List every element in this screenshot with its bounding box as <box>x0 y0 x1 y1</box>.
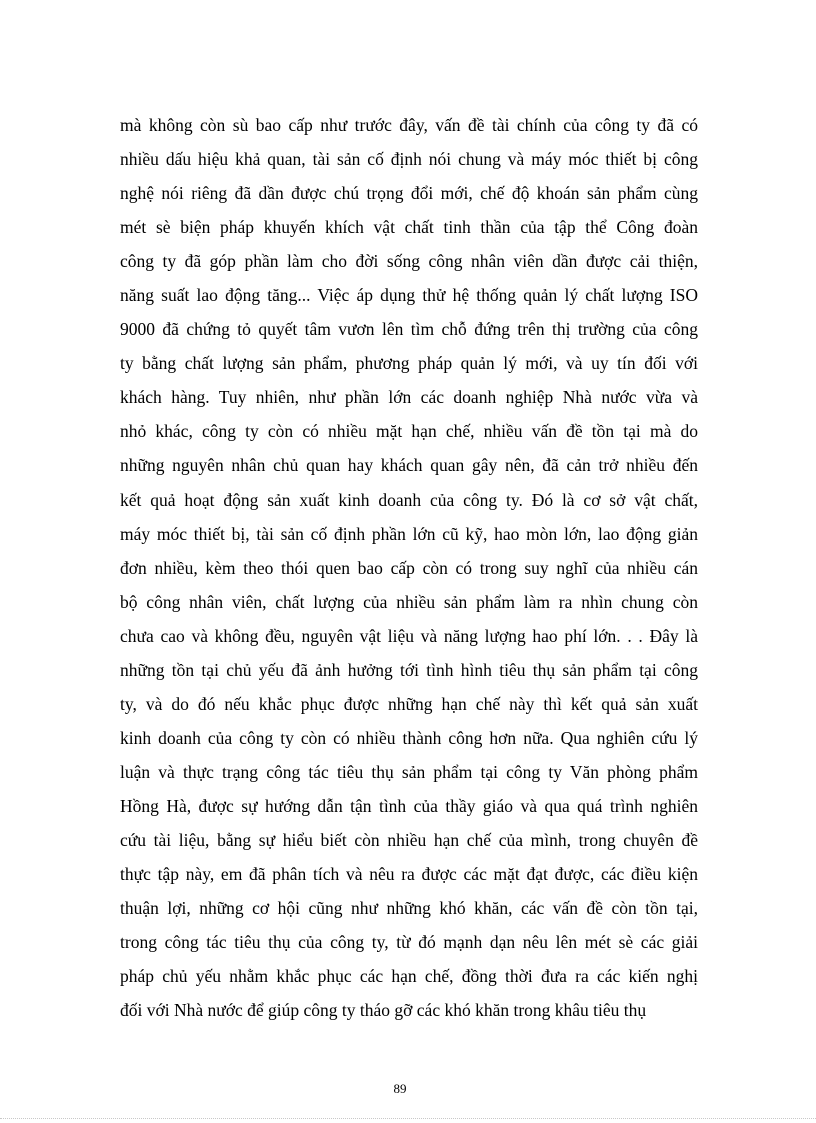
text-line: cứu tài liệu, bằng sự hiểu biết còn nhiều hạn chế của mình, trong chuyên đề <box>120 829 698 850</box>
page-number: 89 <box>393 1081 407 1096</box>
text-line: thực tập này, em đã phân tích và nêu ra được các mặt đạt được, các điều kiện <box>120 864 698 885</box>
text-line: nghệ nói riêng đã dần được chú trọng đổi mới, chế độ khoán sản phẩm cùng <box>120 183 698 204</box>
body-paragraph <box>120 108 698 1027</box>
text-line: chưa cao và không đều, nguyên vật liệu và năng lượng hao phí lớn. . . Đây là <box>120 625 698 646</box>
text-line: ty bằng chất lượng sản phẩm, phương pháp quản lý mới, và uy tín đối với <box>120 353 698 374</box>
text-line: đơn nhiều, kèm theo thói quen bao cấp còn có trong suy nghĩ của nhiều cán <box>120 557 698 578</box>
text-line: trong công tác tiêu thụ của công ty, từ đó mạnh dạn nêu lên mét sè các giải <box>120 932 698 953</box>
text-line: thuận lợi, những cơ hội cũng như những khó khăn, các vấn đề còn tồn tại, <box>120 898 698 919</box>
text-line: những nguyên nhân chủ quan hay khách quan gây nên, đã cản trở nhiều đến <box>120 455 698 476</box>
text-line: mà không còn sù bao cấp như trước đây, vấn đề tài chính của công ty đã có <box>120 115 698 135</box>
text-line: những tồn tại chủ yếu đã ảnh hưởng tới tình hình tiêu thụ sản phẩm tại công <box>120 659 698 680</box>
page-edge-divider <box>0 1118 816 1119</box>
text-line: 9000 đã chứng tỏ quyết tâm vươn lên tìm chỗ đứng trên thị trường của công <box>120 319 698 340</box>
text-line: kinh doanh của công ty còn có nhiều thành công hơn nữa. Qua nghiên cứu lý <box>120 727 698 748</box>
text-line: pháp chủ yếu nhằm khắc phục các hạn chế, đồng thời đưa ra các kiến nghị <box>120 966 698 987</box>
text-line: nhỏ khác, công ty còn có nhiều mặt hạn chế, nhiều vấn đề tồn tại mà do <box>120 421 698 442</box>
text-line: năng suất lao động tăng... Việc áp dụng thử hệ thống quản lý chất lượng ISO <box>120 285 698 306</box>
text-line: Hồng Hà, được sự hướng dẫn tận tình của thầy giáo và qua quá trình nghiên <box>120 795 698 816</box>
text-line: khách hàng. Tuy nhiên, như phần lớn các doanh nghiệp Nhà nước vừa và <box>120 387 698 408</box>
text-line: đối với Nhà nước để giúp công ty tháo gỡ các khó khăn trong khâu tiêu thụ <box>120 1000 647 1021</box>
text-line: nhiều dấu hiệu khả quan, tài sản cố định nói chung và máy móc thiết bị công <box>120 149 698 170</box>
text-line: công ty đã góp phần làm cho đời sống công nhân viên dần được cải thiện, <box>120 251 698 272</box>
text-line: ty, và do đó nếu khắc phục được những hạn chế này thì kết quả sản xuất <box>120 693 698 714</box>
text-line: mét sè biện pháp khuyến khích vật chất tinh thần của tập thể Công đoàn <box>120 217 698 238</box>
text-line: bộ công nhân viên, chất lượng của nhiều sản phẩm làm ra nhìn chung còn <box>120 591 698 612</box>
text-line: kết quả hoạt động sản xuất kinh doanh của công ty. Đó là cơ sở vật chất, <box>120 489 698 510</box>
text-line: máy móc thiết bị, tài sản cố định phần lớn cũ kỹ, hao mòn lớn, lao động giản <box>120 523 698 544</box>
text-line: luận và thực trạng công tác tiêu thụ sản phẩm tại công ty Văn phòng phẩm <box>120 761 698 782</box>
